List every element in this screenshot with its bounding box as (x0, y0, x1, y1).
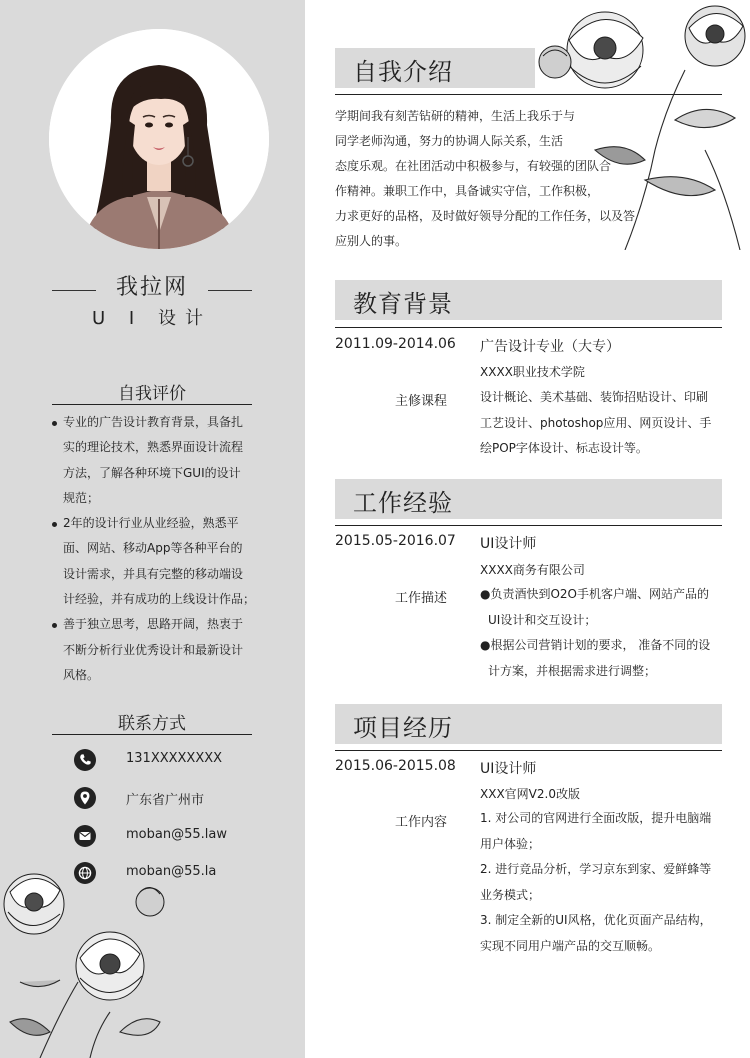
website-text[interactable]: moban@55.la (126, 864, 217, 879)
project-title: UI设计师 (480, 761, 537, 777)
courses-line: 工艺设计、photoshop应用、网页设计、手 (480, 415, 712, 430)
self-eval-line: 专业的广告设计教育背景，具备扎 (63, 415, 244, 429)
intro-line: 同学老师沟通，努力的协调人际关系，生活 (335, 134, 564, 148)
intro-line: 态度乐观。在社团活动中积极参与，有较强的团队合 (335, 159, 612, 173)
courses-line: 绘POP字体设计、标志设计等。 (480, 441, 648, 455)
self-eval-line: 计经验，并有成功的上线设计作品； (63, 592, 256, 607)
self-eval-line: 实的理论技术，熟悉界面设计流程 (63, 440, 244, 455)
self-eval-rule (52, 404, 252, 405)
education-rule (335, 327, 722, 328)
project-content-label: 工作内容 (395, 815, 448, 830)
profile-photo (49, 29, 269, 249)
education-school: XXXX职业技术学院 (480, 365, 585, 379)
courses-line: 设计概论、美术基础、装饰招贴设计、印刷 (480, 390, 709, 404)
work-desc-line: ●根据公司营销计划的要求， 准备不同的设 (480, 638, 711, 652)
bullet-dot (52, 522, 57, 527)
self-eval-list (52, 410, 267, 688)
intro-line: 力求更好的品格，及时做好领导分配的工作任务，以及答 (335, 209, 636, 223)
self-eval-line: 善于独立思考，思路开阔，热衷于 (63, 617, 244, 632)
self-eval-line: 2年的设计行业从业经验，熟悉平 (63, 516, 239, 531)
intro-heading: 自我介绍 (353, 58, 453, 86)
phone-icon (74, 749, 96, 771)
location-pin-icon (74, 787, 96, 809)
self-eval-line: 风格。 (63, 667, 100, 682)
intro-line: 应别人的事。 (335, 234, 408, 248)
self-eval-line: 设计需求，并具有完整的移动端设 (63, 566, 244, 581)
education-major: 广告设计专业（大专） (480, 339, 620, 355)
work-heading: 工作经验 (353, 489, 453, 517)
work-company: XXXX商务有限公司 (480, 563, 585, 577)
name-divider-right (208, 290, 252, 291)
intro-line: 作精神。兼职工作中，具备诚实守信，工作积极， (335, 184, 600, 198)
education-date: 2011.09-2014.06 (335, 336, 456, 352)
contact-rule (52, 734, 252, 735)
email-text[interactable]: moban@55.law (126, 827, 227, 842)
work-heading-bar (335, 479, 722, 519)
self-eval-line: 方法，了解各种环境下GUI的设计 (63, 465, 241, 480)
project-content-line: 用户体验； (480, 836, 541, 851)
project-content-line: 实现不同用户端产品的交互顺畅。 (480, 938, 661, 953)
intro-rule (335, 94, 722, 95)
courses-list (480, 385, 728, 462)
project-heading: 项目经历 (353, 714, 453, 742)
project-content-line: 1. 对公司的官网进行全面改版，提升电脑端 (480, 811, 712, 825)
address-text: 广东省广州市 (126, 793, 205, 808)
self-eval-item (52, 511, 267, 612)
work-date: 2015.05-2016.07 (335, 533, 456, 549)
phone-number: 131XXXXXXXX (126, 751, 223, 766)
sidebar (0, 0, 305, 1058)
work-desc-line: 计方案，并根据需求进行调整； (488, 663, 657, 678)
work-desc-list (480, 582, 710, 684)
work-desc-line: UI设计和交互设计； (488, 612, 597, 627)
work-rule (335, 525, 722, 526)
intro-text (335, 104, 660, 254)
candidate-role: U I 设计 (92, 308, 212, 329)
name-row (52, 270, 252, 304)
project-date: 2015.06-2015.08 (335, 758, 456, 774)
courses-label: 主修课程 (395, 394, 448, 409)
self-eval-line: 不断分析行业优秀设计和最新设计 (63, 642, 244, 657)
project-rule (335, 750, 722, 751)
self-eval-heading: 自我评价 (118, 384, 186, 404)
work-desc-label: 工作描述 (395, 591, 448, 606)
work-desc-line: ●负责酒快到O2O手机客户端、网站产品的 (480, 587, 709, 601)
peony-illustration-bottom-left (0, 862, 170, 1058)
work-title: UI设计师 (480, 536, 537, 552)
intro-line: 学期间我有刻苦钻研的精神，生活上我乐于与 (335, 109, 576, 123)
education-heading-bar (335, 280, 722, 320)
self-eval-item (52, 410, 267, 511)
self-eval-line: 规范； (63, 490, 100, 505)
bullet-dot (52, 623, 57, 628)
project-content-line: 3. 制定全新的UI风格，优化页面产品结构， (480, 913, 712, 927)
portrait-illustration (49, 29, 269, 249)
self-eval-line: 面、网站、移动App等各种平台的 (63, 541, 243, 556)
bullet-dot (52, 421, 57, 426)
education-heading: 教育背景 (353, 290, 453, 318)
project-content-line: 业务模式； (480, 887, 541, 902)
project-name: XXX官网V2.0改版 (480, 787, 580, 801)
project-content-list (480, 806, 728, 959)
intro-heading-bar (335, 48, 535, 88)
project-heading-bar (335, 704, 722, 744)
candidate-name: 我拉网 (115, 275, 188, 300)
contact-heading: 联系方式 (118, 714, 186, 734)
self-eval-item (52, 612, 267, 688)
project-content-line: 2. 进行竞品分析，学习京东到家、爱鲜蜂等 (480, 862, 712, 876)
mail-icon (74, 825, 96, 847)
